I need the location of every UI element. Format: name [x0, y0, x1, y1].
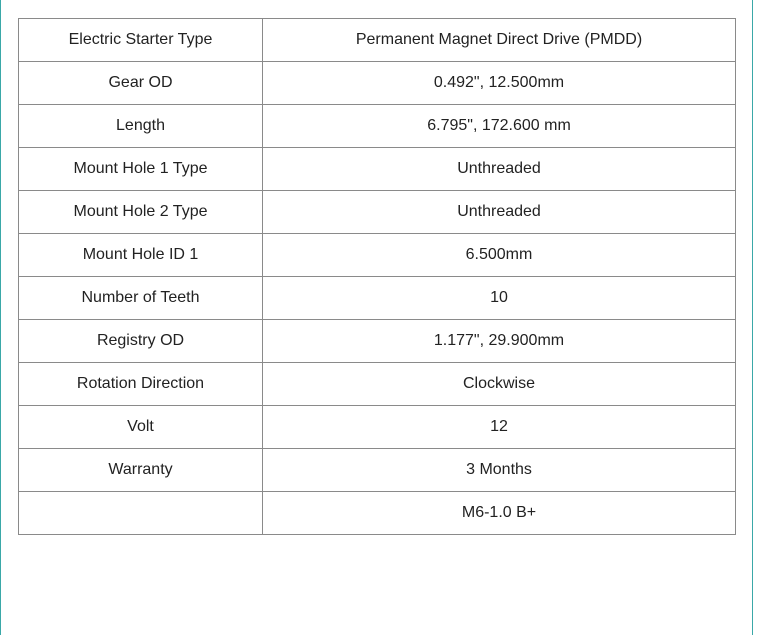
spec-label: Electric Starter Type	[19, 19, 263, 62]
table-row	[19, 363, 736, 406]
spec-value: Unthreaded	[263, 191, 736, 234]
spec-value: Unthreaded	[263, 148, 736, 191]
spec-label: Number of Teeth	[19, 277, 263, 320]
table-row	[19, 320, 736, 363]
table-row	[19, 449, 736, 492]
spec-label: Gear OD	[19, 62, 263, 105]
spec-value: 6.795", 172.600 mm	[263, 105, 736, 148]
spec-value: 3 Months	[263, 449, 736, 492]
table-row	[19, 406, 736, 449]
spec-value: 12	[263, 406, 736, 449]
spec-label: Mount Hole 1 Type	[19, 148, 263, 191]
spec-label: Volt	[19, 406, 263, 449]
table-row	[19, 62, 736, 105]
spec-label: Warranty	[19, 449, 263, 492]
spec-value: Clockwise	[263, 363, 736, 406]
right-border-line	[752, 0, 753, 635]
spec-value: 1.177", 29.900mm	[263, 320, 736, 363]
spec-label: Rotation Direction	[19, 363, 263, 406]
left-border-line	[0, 0, 1, 635]
table-row	[19, 492, 736, 535]
spec-value: Permanent Magnet Direct Drive (PMDD)	[263, 19, 736, 62]
spec-label: Registry OD	[19, 320, 263, 363]
table-row	[19, 19, 736, 62]
spec-label: Mount Hole ID 1	[19, 234, 263, 277]
spec-value: 6.500mm	[263, 234, 736, 277]
spec-value: M6-1.0 B+	[263, 492, 736, 535]
spec-value: 10	[263, 277, 736, 320]
table-row	[19, 105, 736, 148]
spec-label	[19, 492, 263, 535]
specifications-table	[18, 18, 736, 535]
spec-label: Mount Hole 2 Type	[19, 191, 263, 234]
spec-value: 0.492", 12.500mm	[263, 62, 736, 105]
table-row	[19, 277, 736, 320]
table-row	[19, 234, 736, 277]
table-row	[19, 148, 736, 191]
table-row	[19, 191, 736, 234]
spec-label: Length	[19, 105, 263, 148]
